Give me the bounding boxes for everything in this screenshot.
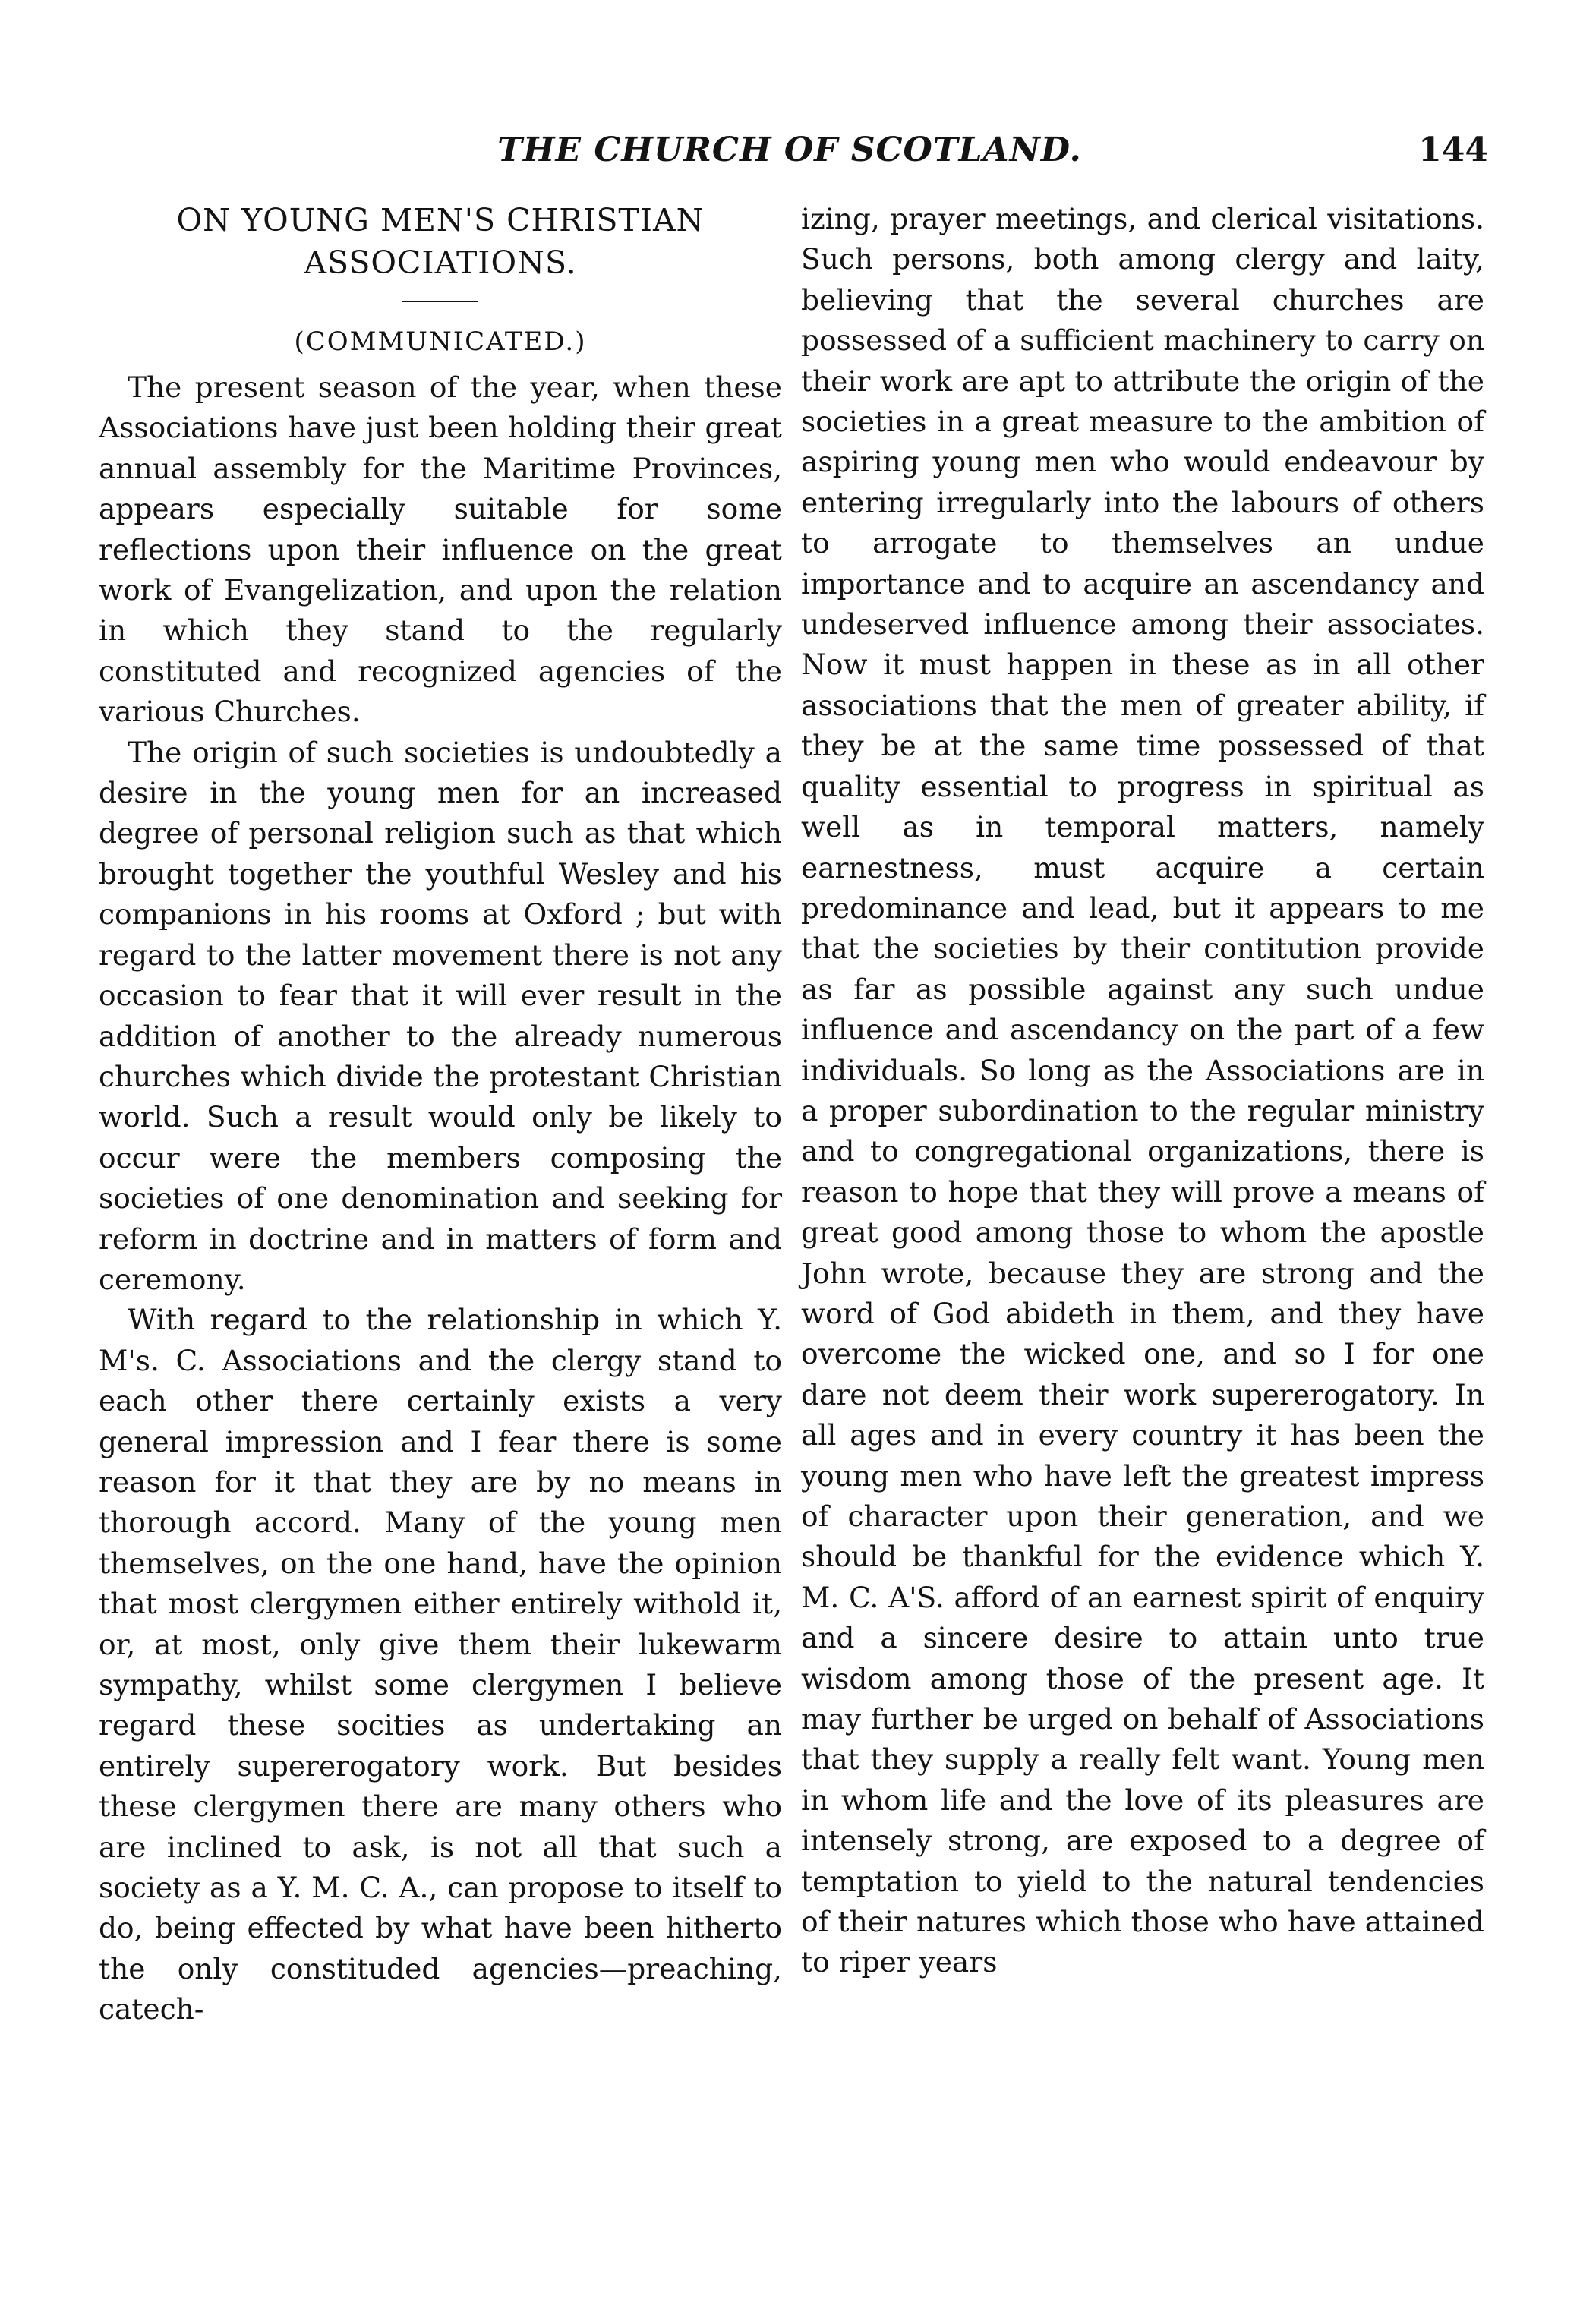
paragraph-2: The origin of such societies is undoubtedly a desire in the young men for an increased degree of personal religion such as that which brought together the youthful Wesley and his companions in his rooms at Oxford ; but with regard to the latter movement there is not any occasion to fear that it will ever result in the addition of another to the already numerous churches which divide the protestant Christian world. Such a result would only be likely to occur were the members composing the societies of one denomination and seeking for reform in doctrine and in matters of form and ceremony. (99, 735, 782, 1296)
paragraph-1: The present season of the year, when these Associations have just been holding their great annual assembly for the Maritime Provinces, appears especially suitable for some reflections upon their influence on the great work of Evangelization, and upon the relation in which they stand to the regularly constituted and recognized agencies of the various Churches. (99, 371, 782, 729)
title-divider (402, 301, 478, 302)
right-column (801, 199, 1484, 1983)
paragraph-3-continued: izing, prayer meetings, and clerical visitations. Such persons, both among clergy and laity, believing that the several churches are possessed of a sufficient machinery to carry on their work are apt to attribute the origin of the societies in a great measure to the ambition of aspiring young men who would endeavour by entering irregularly into the labours of others to arrogate to themselves an undue importance and to acquire an ascendancy and undeserved influence among their associates. Now it must happen in these as in all other associations that the men of greater ability, if they be at the same time possessed of that quality essential to progress in spiritual as well as in temporal matters, namely earnestness, must acquire a certain predominance and lead, but it appears to me that the societies by their contitution provide as far as possible against any such undue influence and ascendancy on the part of a few individuals. So long as the Associations are in a proper subordination to the regular ministry and to congregational organizations, there is reason to hope that they will prove a means of great good among those to whom the apostle John wrote, because they are strong and the word of God abideth in them, and they have overcome the wicked one, and so I for one dare not deem their work supererogatory. In all ages and in every country it has been the young men who have left the greatest impress of character upon their generation, and we should be thankful for the evidence which Y. M. C. A'S. afford of an earnest spirit of enquiry and a sincere desire to attain unto true wisdom among those of the present age. It may further be urged on behalf of Associations that they supply a really felt want. Young men in whom life and the love of its pleasures are intensely strong, are exposed to a degree of temptation to yield to the natural tendencies of their natures which those who have attained to riper years (801, 202, 1484, 1979)
article-byline: (COMMUNICATED.) (294, 326, 587, 357)
paragraph-3: With regard to the relationship in which Y. M's. C. Associations and the clergy stand to each other there certainly exists a very general impression and I fear there is some reason for it that they are by no means in thorough accord. Many of the young men themselves, on the one hand, have the opinion that most clergymen either entirely withold it, or, at most, only give them their lukewarm sympathy, whilst some clergymen I believe regard these socities as undertaking an entirely supererogatory work. But besides these clergymen there are many others who are inclined to ask, is not all that such a society as a Y. M. C. A., can propose to itself to do, being effected by what have been hitherto the only constituded agencies—preaching, catech- (99, 1303, 782, 2026)
article-title-line-1: ON YOUNG MEN'S CHRISTIAN (176, 202, 705, 238)
page-number: 144 (1418, 131, 1488, 169)
article-title-line-2: ASSOCIATIONS. (304, 244, 577, 281)
article-title (99, 199, 782, 284)
running-title: THE CHURCH OF SCOTLAND. (497, 131, 1082, 169)
left-column (99, 199, 782, 2030)
page-header (84, 128, 1496, 173)
